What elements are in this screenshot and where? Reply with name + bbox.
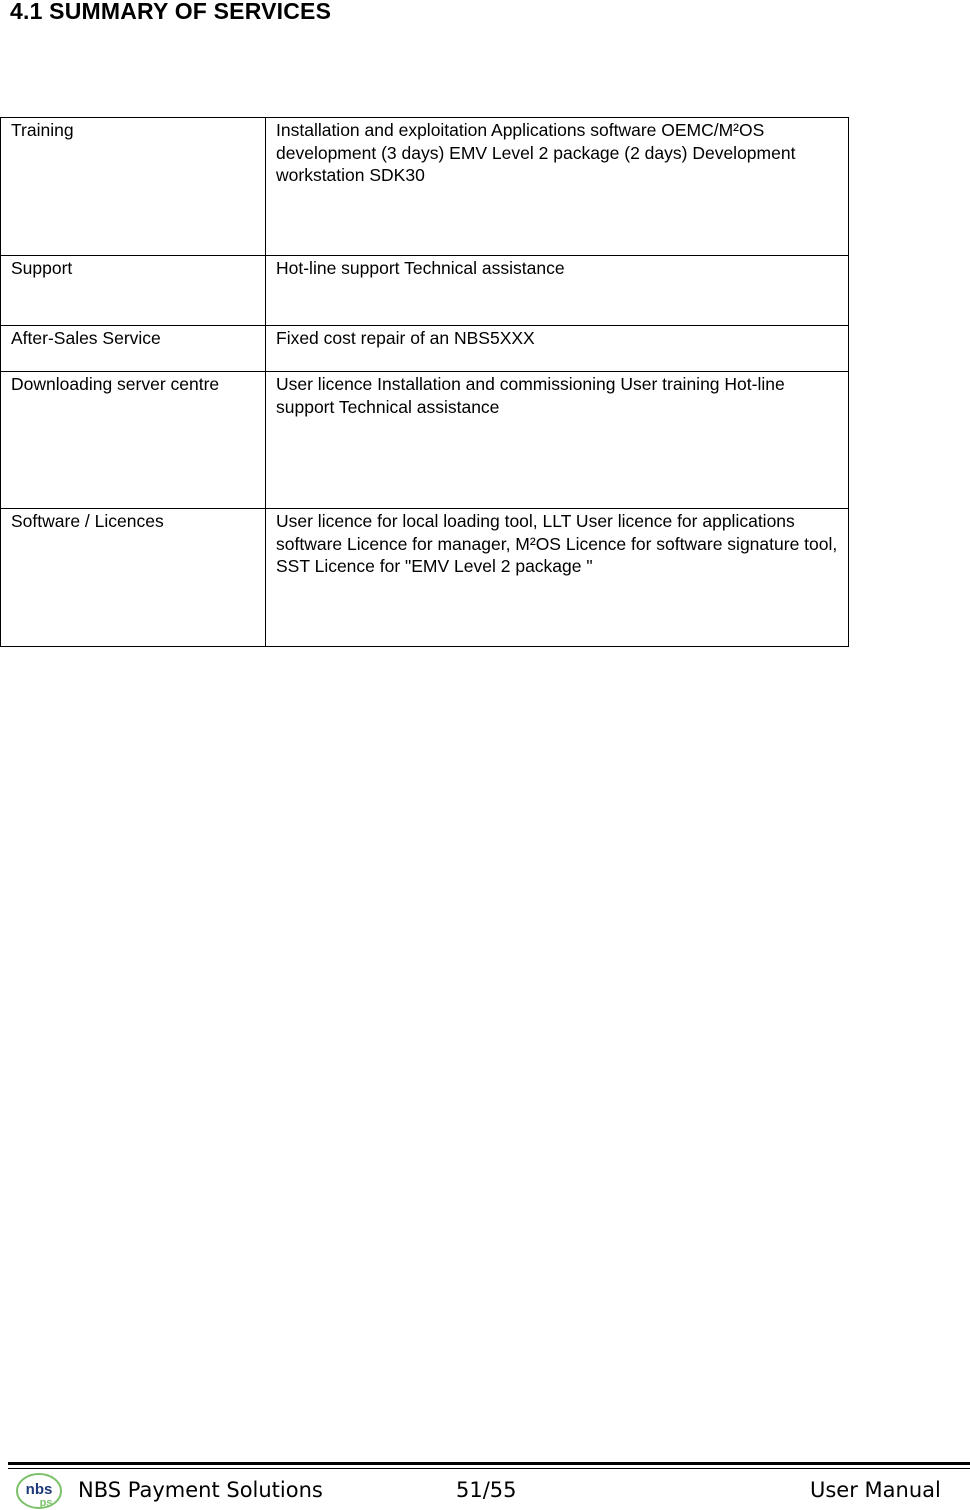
nbs-logo-icon	[16, 1472, 62, 1510]
table-row	[1, 372, 849, 509]
table-row	[1, 509, 849, 647]
service-details-cell: Installation and exploitation Applications software OEMC/M²OS development (3 days) EMV Level 2 package (2 days) Development workstation SDK30	[266, 118, 849, 256]
footer-divider-thin	[8, 1468, 970, 1469]
section-heading: 4.1 SUMMARY OF SERVICES	[10, 0, 332, 24]
table-row	[1, 256, 849, 326]
service-details-cell: Fixed cost repair of an NBS5XXX	[266, 326, 849, 372]
service-name-cell: Downloading server centre	[1, 372, 266, 509]
service-details-cell: User licence for local loading tool, LLT User licence for applications software Licence for manager, M²OS Licence for software signature tool, SST Licence for "EMV Level 2 package "	[266, 509, 849, 647]
table-row	[1, 118, 849, 256]
services-table	[0, 117, 849, 647]
footer-doc-type: User Manual	[810, 1478, 941, 1502]
svg-text:nbs: nbs	[25, 1481, 53, 1498]
footer-divider	[8, 1462, 970, 1465]
service-name-cell: Software / Licences	[1, 509, 266, 647]
svg-text:ps: ps	[39, 1497, 53, 1509]
service-details-cell: User licence Installation and commissioning User training Hot-line support Technical assistance	[266, 372, 849, 509]
service-name-cell: Support	[1, 256, 266, 326]
service-name-cell: Training	[1, 118, 266, 256]
service-details-cell: Hot-line support Technical assistance	[266, 256, 849, 326]
footer-page-number: 51/55	[456, 1478, 517, 1502]
footer-company: NBS Payment Solutions	[78, 1478, 323, 1502]
service-name-cell: After-Sales Service	[1, 326, 266, 372]
table-row	[1, 326, 849, 372]
